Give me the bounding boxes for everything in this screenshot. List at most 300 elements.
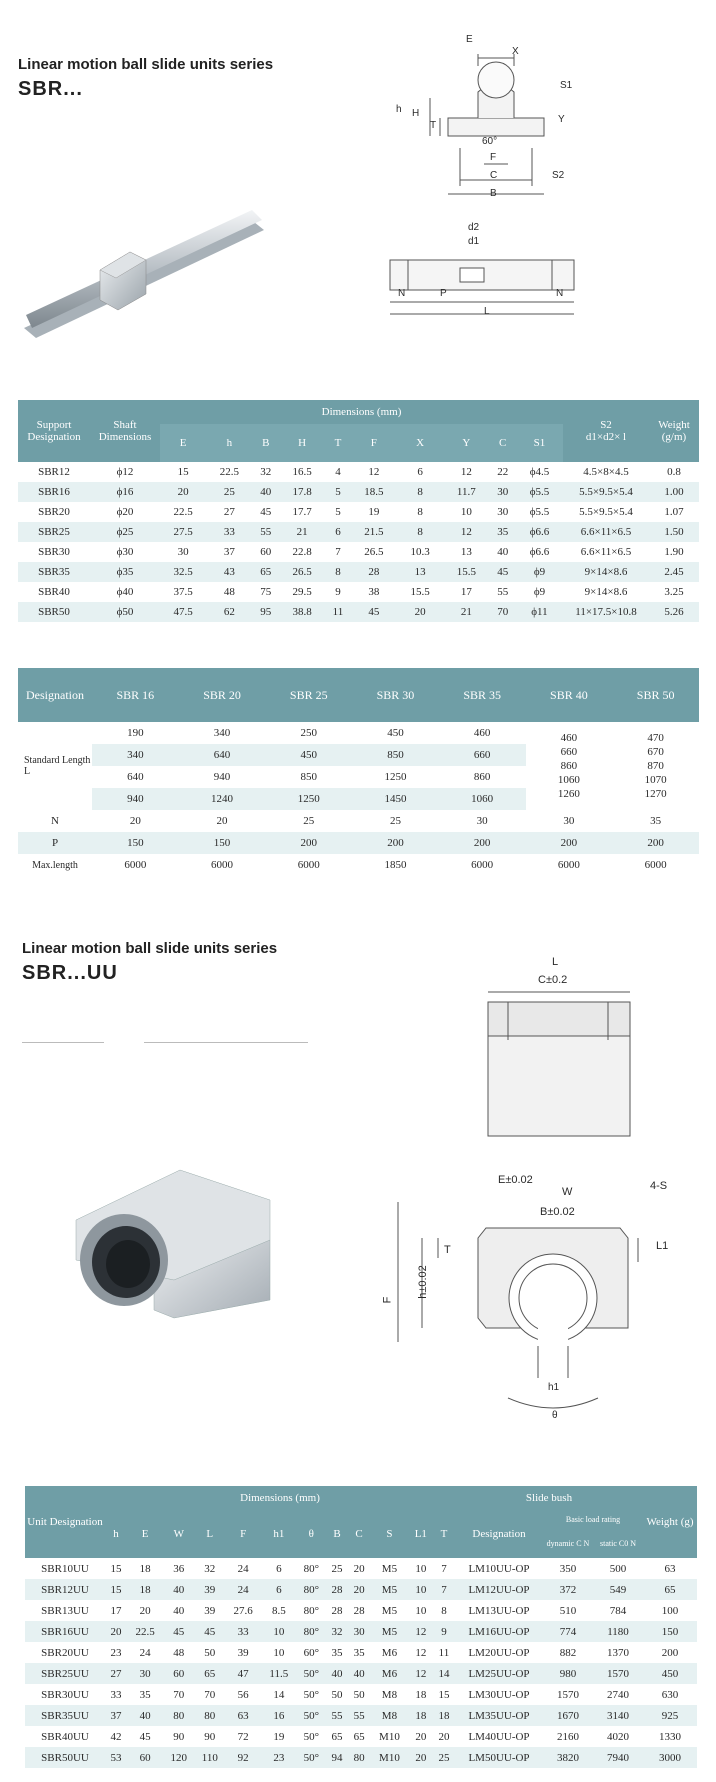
table-cell: M6: [370, 1642, 409, 1663]
table-cell: ϕ16: [90, 482, 160, 502]
table-cell: ϕ6.6: [516, 522, 563, 542]
slide-unit-image: [70, 1160, 280, 1320]
table-cell: 9×14×8.6: [563, 562, 649, 582]
table-cell: 55: [348, 1705, 370, 1726]
table-cell: 35: [326, 1642, 348, 1663]
table-cell: M10: [370, 1726, 409, 1747]
table-cell: 21: [279, 522, 325, 542]
table-cell: LM20UU-OP: [455, 1642, 543, 1663]
table-cell: 72: [225, 1726, 261, 1747]
table-cell: 90: [163, 1726, 194, 1747]
dim-label-d2: d2: [468, 222, 480, 233]
sub-header: X: [397, 424, 443, 462]
max-cell: 6000: [439, 854, 526, 876]
table-cell: 80: [194, 1705, 225, 1726]
col-basic-load: Basic load rating: [543, 1510, 643, 1529]
sbruu-top-diagram: [478, 990, 638, 1140]
table-cell: 3.25: [649, 582, 699, 602]
table-cell: 80: [163, 1705, 194, 1726]
table-cell: 90: [194, 1726, 225, 1747]
length-cell: 450: [352, 722, 439, 744]
n-cell: 30: [526, 810, 613, 832]
p-cell: 200: [612, 832, 699, 854]
table-cell: SBR50UU: [25, 1747, 105, 1768]
table-cell: 20: [105, 1621, 127, 1642]
dim-label-c: C: [490, 170, 498, 181]
table-cell: 9: [325, 582, 350, 602]
length-cell: 1250: [352, 766, 439, 788]
table-cell: 15.5: [397, 582, 443, 602]
col-sbr25: SBR 25: [265, 668, 352, 722]
max-cell: 6000: [526, 854, 613, 876]
table-cell: 24: [127, 1642, 163, 1663]
col-unit: Unit Designation: [25, 1486, 105, 1558]
dim-label-y: Y: [558, 114, 565, 125]
table-cell: 4: [325, 462, 350, 482]
table-cell: 2160: [543, 1726, 593, 1747]
table-cell: 19: [351, 502, 397, 522]
length-cell: 670: [647, 746, 664, 758]
table-cell: 10: [409, 1579, 433, 1600]
section1-series: SBR...: [18, 78, 83, 100]
length-cell: 850: [352, 744, 439, 766]
table-cell: 6: [397, 462, 443, 482]
table-cell: 32: [326, 1621, 348, 1642]
p-cell: 150: [92, 832, 179, 854]
table-cell: 37: [105, 1705, 127, 1726]
dim-label-h: h: [396, 104, 402, 115]
table-cell: 980: [543, 1663, 593, 1684]
table-cell: 45: [351, 602, 397, 622]
sub-header: E: [160, 424, 206, 462]
table-cell: 65: [194, 1663, 225, 1684]
table-cell: 37.5: [160, 582, 206, 602]
table-cell: 13: [443, 542, 489, 562]
table-cell: 48: [206, 582, 252, 602]
table-cell: 8: [397, 502, 443, 522]
sub-header-3: T: [433, 1510, 455, 1558]
table-cell: 8: [325, 562, 350, 582]
table-cell: 53: [105, 1747, 127, 1768]
table-cell: SBR30UU: [25, 1684, 105, 1705]
table-cell: 12: [443, 462, 489, 482]
table-cell: M8: [370, 1684, 409, 1705]
table-row: [18, 482, 699, 502]
length-cell: 340: [179, 722, 266, 744]
table-row: [18, 602, 699, 622]
table-cell: LM30UU-OP: [455, 1684, 543, 1705]
sub-header: h: [206, 424, 252, 462]
table-cell: 1.90: [649, 542, 699, 562]
table-cell: 40: [326, 1663, 348, 1684]
dim-label-n-left: N: [398, 288, 406, 299]
dim-label-s1: S1: [560, 80, 573, 91]
table-cell: 18: [127, 1558, 163, 1579]
sub-header-3: F: [225, 1510, 261, 1558]
table-cell: 40: [163, 1579, 194, 1600]
table-cell: 28: [348, 1600, 370, 1621]
table-cell: 94: [326, 1747, 348, 1768]
table-cell: 20: [409, 1726, 433, 1747]
table-cell: 30: [160, 542, 206, 562]
table-cell: ϕ5.5: [516, 502, 563, 522]
sub-header-3: θ: [297, 1510, 327, 1558]
table-cell: 25: [206, 482, 252, 502]
table-cell: 80: [348, 1747, 370, 1768]
dim-label-n-right: N: [556, 288, 564, 299]
table-row: [25, 1684, 697, 1705]
table-cell: ϕ11: [516, 602, 563, 622]
table-cell: 1330: [643, 1726, 697, 1747]
table-cell: SBR25: [18, 522, 90, 542]
table-cell: 20: [348, 1558, 370, 1579]
sbruu-dimensions-table: [25, 1486, 697, 1768]
table-cell: SBR25UU: [25, 1663, 105, 1684]
length-cell: 940: [179, 766, 266, 788]
n-cell: 25: [352, 810, 439, 832]
table-cell: 8: [433, 1600, 455, 1621]
sub-header-3: L1: [409, 1510, 433, 1558]
table-cell: SBR12: [18, 462, 90, 482]
table-cell: ϕ9: [516, 562, 563, 582]
table-cell: 15.5: [443, 562, 489, 582]
table-cell: 35: [127, 1684, 163, 1705]
max-cell: 6000: [92, 854, 179, 876]
table-cell: 80°: [297, 1558, 327, 1579]
section2-title: Linear motion ball slide units series: [22, 940, 278, 957]
table-cell: 12: [409, 1642, 433, 1663]
table-cell: 8: [397, 522, 443, 542]
table-cell: 80°: [297, 1600, 327, 1621]
length-cell: 660: [560, 746, 578, 758]
col-static: static C0 N: [593, 1529, 643, 1558]
table-cell: 3000: [643, 1747, 697, 1768]
table-cell: 32.5: [160, 562, 206, 582]
table-cell: 80°: [297, 1579, 327, 1600]
table-cell: LM12UU-OP: [455, 1579, 543, 1600]
table-cell: 6: [325, 522, 350, 542]
n-cell: 25: [265, 810, 352, 832]
table-cell: 38.8: [279, 602, 325, 622]
table-cell: 11.5: [261, 1663, 296, 1684]
dim-label-h-tol: h±0.02: [416, 1265, 429, 1299]
n-cell: 20: [179, 810, 266, 832]
table-cell: 28: [326, 1579, 348, 1600]
dim-label-b-tol: B±0.02: [540, 1206, 575, 1218]
dim-label-c-tol: C±0.2: [538, 974, 568, 986]
table-cell: 3140: [593, 1705, 643, 1726]
length-cell: 1060: [439, 788, 526, 810]
col-sbr35: SBR 35: [439, 668, 526, 722]
length-cell: 640: [179, 744, 266, 766]
table-cell: M5: [370, 1558, 409, 1579]
table-cell: 18: [127, 1579, 163, 1600]
table-cell: 1.50: [649, 522, 699, 542]
max-cell: 6000: [265, 854, 352, 876]
table-cell: 27.5: [160, 522, 206, 542]
table-cell: SBR20UU: [25, 1642, 105, 1663]
table-cell: 17.8: [279, 482, 325, 502]
table-cell: 32: [194, 1558, 225, 1579]
table-cell: 20: [409, 1747, 433, 1768]
dim-label-x: X: [512, 46, 519, 57]
length-cell: 1450: [352, 788, 439, 810]
table-cell: 882: [543, 1642, 593, 1663]
table-cell: 500: [593, 1558, 643, 1579]
table-cell: 38: [351, 582, 397, 602]
col-support: Support Designation: [18, 400, 90, 462]
table-cell: 45: [489, 562, 515, 582]
table-cell: 510: [543, 1600, 593, 1621]
dim-label-h1: h1: [548, 1382, 560, 1393]
table-cell: ϕ40: [90, 582, 160, 602]
table-cell: LM25UU-OP: [455, 1663, 543, 1684]
col-dimensions: Dimensions (mm): [160, 400, 563, 424]
table-cell: 372: [543, 1579, 593, 1600]
table-cell: 30: [348, 1621, 370, 1642]
length-cell: 1250: [265, 788, 352, 810]
table-cell: 1570: [543, 1684, 593, 1705]
p-cell: 200: [352, 832, 439, 854]
table-cell: 7: [433, 1579, 455, 1600]
dim-label-s2: S2: [552, 170, 565, 181]
col-sbr50: SBR 50: [612, 668, 699, 722]
section2-series: SBR...UU: [22, 962, 118, 984]
length-cell: 1070: [644, 774, 667, 786]
table-cell: 10: [443, 502, 489, 522]
table-cell: 25: [326, 1558, 348, 1579]
sub-header: Y: [443, 424, 489, 462]
length-cell: 940: [92, 788, 179, 810]
col-s2-sub: d1×d2× l: [585, 431, 627, 443]
table-row: [25, 1726, 697, 1747]
table-cell: 12: [443, 522, 489, 542]
table-cell: 50°: [297, 1705, 327, 1726]
table-row: [25, 1642, 697, 1663]
sbr-length-table: [18, 668, 699, 876]
col-shaft: Shaft Dimensions: [90, 400, 160, 462]
table-cell: SBR40UU: [25, 1726, 105, 1747]
sub-header-3: L: [194, 1510, 225, 1558]
length-cell: 460: [439, 722, 526, 744]
dim-label-L: L: [552, 956, 559, 968]
table-cell: 16: [261, 1705, 296, 1726]
table-cell: 15: [105, 1579, 127, 1600]
table-cell: 10.3: [397, 542, 443, 562]
length-cell: 1260: [557, 788, 580, 800]
table-row: [25, 1600, 697, 1621]
table-cell: 36: [163, 1558, 194, 1579]
table-cell: SBR35: [18, 562, 90, 582]
table-cell: 50: [326, 1684, 348, 1705]
divider-line: [22, 1042, 104, 1043]
table-cell: 7940: [593, 1747, 643, 1768]
table-cell: 22.5: [160, 502, 206, 522]
length-cell: 640: [92, 766, 179, 788]
table-cell: 10: [409, 1600, 433, 1621]
length-cell: 860: [439, 766, 526, 788]
table-cell: 22.5: [127, 1621, 163, 1642]
table-row: [25, 1663, 697, 1684]
table-cell: 18: [409, 1705, 433, 1726]
dim-label-4s: 4-S: [650, 1180, 668, 1192]
table-cell: 60: [253, 542, 279, 562]
p-cell: 150: [179, 832, 266, 854]
table-cell: 4.5×8×4.5: [563, 462, 649, 482]
table-cell: 5: [325, 482, 350, 502]
col-s2: [563, 400, 649, 462]
table-cell: 50: [348, 1684, 370, 1705]
table-cell: 13: [397, 562, 443, 582]
col-designation-3: Designation: [455, 1510, 543, 1558]
table-cell: 1670: [543, 1705, 593, 1726]
table-cell: 350: [543, 1558, 593, 1579]
table-cell: 50°: [297, 1726, 327, 1747]
table-cell: 30: [127, 1663, 163, 1684]
table-cell: 20: [397, 602, 443, 622]
table-cell: SBR10UU: [25, 1558, 105, 1579]
table-cell: 92: [225, 1747, 261, 1768]
col-sbr40: SBR 40: [526, 668, 613, 722]
table-row: [18, 462, 699, 482]
table-cell: 18.5: [351, 482, 397, 502]
table-row: [18, 562, 699, 582]
table-cell: 45: [163, 1621, 194, 1642]
max-cell: 6000: [179, 854, 266, 876]
length-cell: 1060: [557, 774, 580, 786]
table-cell: 5.26: [649, 602, 699, 622]
dim-label-d1: d1: [468, 236, 480, 247]
table-cell: ϕ9: [516, 582, 563, 602]
table-cell: ϕ50: [90, 602, 160, 622]
table-cell: LM16UU-OP: [455, 1621, 543, 1642]
table-cell: 784: [593, 1600, 643, 1621]
table-cell: 40: [348, 1663, 370, 1684]
table-cell: 10: [261, 1621, 296, 1642]
table-cell: 630: [643, 1684, 697, 1705]
table-cell: 28: [351, 562, 397, 582]
col-dynamic: dynamic C N: [543, 1529, 593, 1558]
table-cell: 14: [261, 1684, 296, 1705]
table-cell: 11: [325, 602, 350, 622]
table-cell: 1570: [593, 1663, 643, 1684]
table-cell: 95: [253, 602, 279, 622]
table-cell: SBR20: [18, 502, 90, 522]
col-weight-3: Weight (g): [643, 1486, 697, 1558]
table-cell: 5: [325, 502, 350, 522]
table-cell: 27.6: [225, 1600, 261, 1621]
table-cell: 29.5: [279, 582, 325, 602]
length-cell: 470: [647, 732, 664, 744]
table-cell: 5.5×9.5×5.4: [563, 502, 649, 522]
table-row: [25, 1621, 697, 1642]
sub-header: F: [351, 424, 397, 462]
table-cell: 35: [489, 522, 515, 542]
dim-label-w: W: [562, 1186, 573, 1198]
table-cell: ϕ25: [90, 522, 160, 542]
table-cell: 37: [206, 542, 252, 562]
table-cell: LM50UU-OP: [455, 1747, 543, 1768]
table-cell: ϕ4.5: [516, 462, 563, 482]
table-cell: 17.7: [279, 502, 325, 522]
table-cell: SBR13UU: [25, 1600, 105, 1621]
table-cell: 6: [261, 1579, 296, 1600]
table-cell: 11×17.5×10.8: [563, 602, 649, 622]
sub-header: C: [489, 424, 515, 462]
sub-header: S1: [516, 424, 563, 462]
table-row: [18, 502, 699, 522]
col-s2-label: S2: [600, 419, 612, 431]
table-cell: 60: [127, 1747, 163, 1768]
table-cell: 47: [225, 1663, 261, 1684]
table-cell: 63: [643, 1558, 697, 1579]
table-cell: 14: [433, 1663, 455, 1684]
length-cell: 660: [439, 744, 526, 766]
table-cell: 42: [105, 1726, 127, 1747]
table-cell: 110: [194, 1747, 225, 1768]
divider-line: [144, 1042, 308, 1043]
table-cell: 33: [105, 1684, 127, 1705]
table-cell: 65: [348, 1726, 370, 1747]
table-cell: LM13UU-OP: [455, 1600, 543, 1621]
table-cell: 40: [127, 1705, 163, 1726]
table-cell: 28: [326, 1600, 348, 1621]
table-row: [25, 1579, 697, 1600]
table-cell: 1.00: [649, 482, 699, 502]
table-cell: ϕ30: [90, 542, 160, 562]
table-cell: 2740: [593, 1684, 643, 1705]
table-cell: 15: [105, 1558, 127, 1579]
table-cell: 21: [443, 602, 489, 622]
table-cell: 39: [194, 1600, 225, 1621]
table-cell: 56: [225, 1684, 261, 1705]
table-cell: 22: [489, 462, 515, 482]
n-label: N: [18, 810, 92, 832]
table-cell: 20: [433, 1726, 455, 1747]
max-cell: 1850: [352, 854, 439, 876]
n-cell: 35: [612, 810, 699, 832]
dim-label-angle: 60°: [482, 136, 498, 147]
table-cell: 5.5×9.5×5.4: [563, 482, 649, 502]
table-cell: 26.5: [279, 562, 325, 582]
table-cell: 33: [225, 1621, 261, 1642]
table-row: [25, 1705, 697, 1726]
table-cell: 45: [127, 1726, 163, 1747]
sub-header: H: [279, 424, 325, 462]
p-cell: 200: [265, 832, 352, 854]
table-cell: 27: [206, 502, 252, 522]
table-cell: M10: [370, 1747, 409, 1768]
table-cell: 4020: [593, 1726, 643, 1747]
dim-label-p: P: [440, 288, 447, 299]
table-cell: 120: [163, 1747, 194, 1768]
table-cell: 23: [105, 1642, 127, 1663]
table-cell: 26.5: [351, 542, 397, 562]
p-cell: 200: [439, 832, 526, 854]
table-cell: 7: [433, 1558, 455, 1579]
sub-header-3: E: [127, 1510, 163, 1558]
length-cell: 190: [92, 722, 179, 744]
table-cell: 20: [127, 1600, 163, 1621]
table-cell: ϕ12: [90, 462, 160, 482]
table-cell: 16.5: [279, 462, 325, 482]
table-cell: 75: [253, 582, 279, 602]
table-cell: SBR35UU: [25, 1705, 105, 1726]
table-cell: 62: [206, 602, 252, 622]
table-cell: 3820: [543, 1747, 593, 1768]
table-cell: 45: [253, 502, 279, 522]
table-cell: 35: [348, 1642, 370, 1663]
